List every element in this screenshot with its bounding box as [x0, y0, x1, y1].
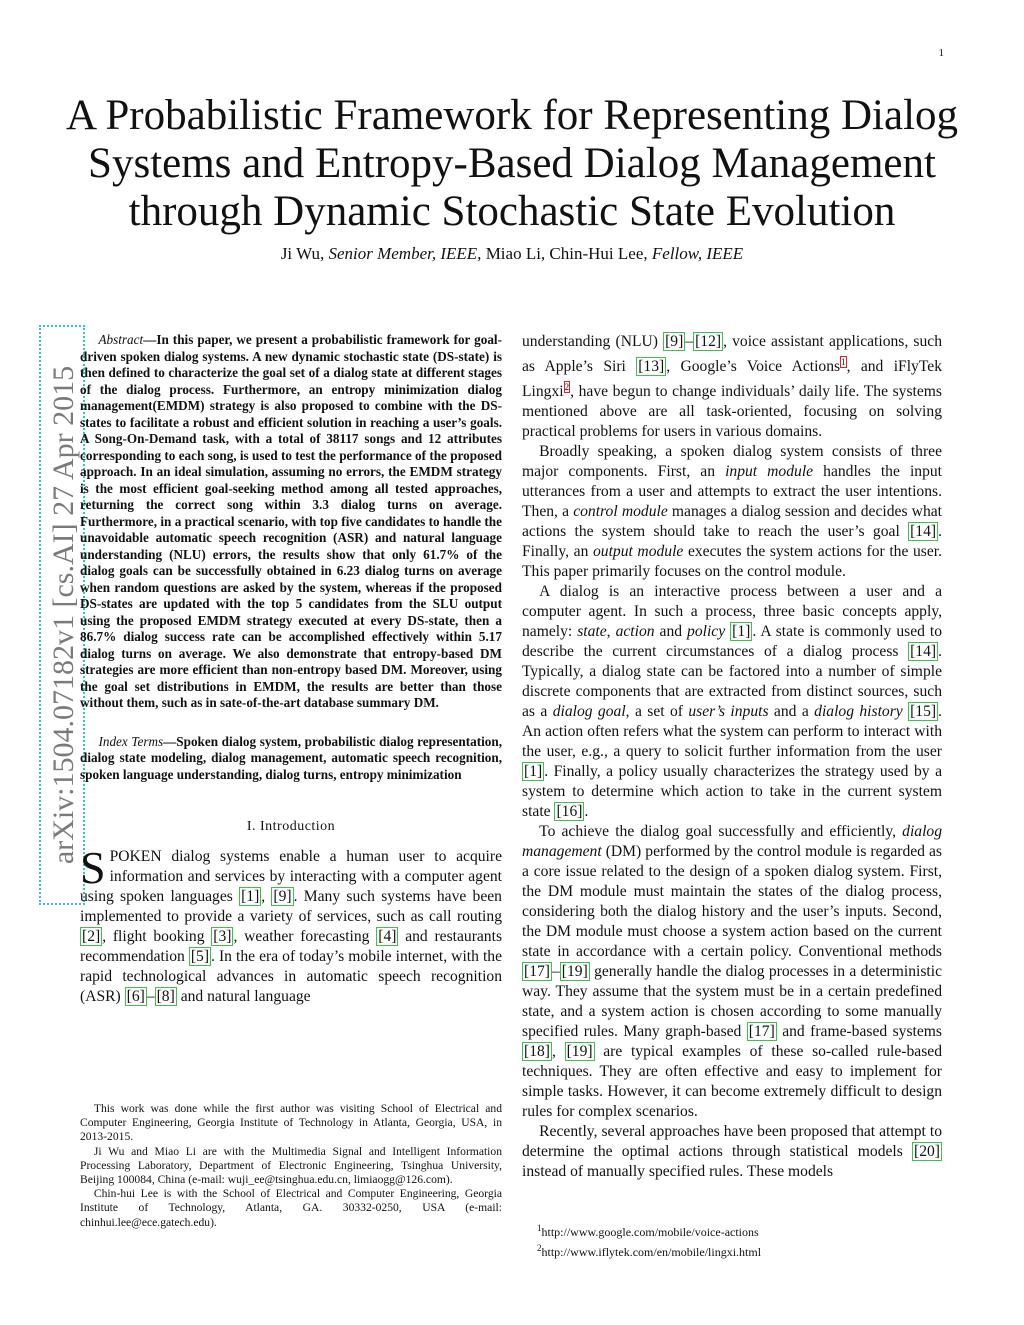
citation-link[interactable]: [6] — [126, 988, 145, 1005]
author-role: Fellow, IEEE — [651, 244, 744, 263]
citation-link[interactable]: [19] — [561, 963, 588, 981]
footnote-number: 2 — [537, 1243, 542, 1253]
emphasis: output module — [592, 543, 684, 561]
index-terms-text: —Spoken dialog system, probabilistic dialog representation, dialog state modeling, dialog management, automatic speech recognition, spoken language understanding, dialog turns, entropy minimization — [80, 733, 502, 782]
text-run: instead of manually specified rules. These models — [522, 1163, 834, 1181]
text-run: (DM) performed by the control module is regarded as a core issue related to the design of a spoken dialog system. First, the DM module must maintain the states of the dialog process, considering both the dialog history and the user’s inputs. Second, the DM module must choose a system action based on the current state in accordance with a certain policy. Conventional methods — [522, 843, 942, 961]
footnote — [537, 1240, 942, 1260]
citation-link[interactable]: [14] — [910, 523, 937, 541]
text-run: understanding (NLU) — [522, 333, 664, 350]
text-run: To achieve the dialog goal successfully and efficiently, — [539, 823, 903, 841]
text-run: and restaurants recommendation — [80, 928, 503, 965]
text-run: Broadly speaking, a spoken dialog system consists of three major components. First, an — [522, 443, 942, 481]
citation-link[interactable]: [18] — [524, 1043, 550, 1061]
text-run: , have begun to change individuals’ daily life. The systems mentioned above are all task-oriented, focusing on solving practical problems for users in various domains. — [522, 383, 942, 441]
left-column — [80, 332, 502, 1007]
text-run: – — [551, 963, 560, 981]
text-run: Recently, several approaches have been proposed that attempt to determine the optimal actions through statistical models — [522, 1123, 942, 1161]
author-name: Miao Li, Chin-Hui Lee, — [481, 244, 652, 263]
arxiv-stamp[interactable]: arXiv:1504.07182v1 [cs.AI] 27 Apr 2015 — [39, 325, 85, 905]
text-run: and natural language — [176, 988, 311, 1005]
left-footnotes — [80, 1102, 502, 1230]
title-line: through Dynamic Stochastic State Evolution — [128, 188, 896, 235]
emphasis: action — [615, 623, 655, 641]
abstract-label: Abstract — [98, 332, 144, 347]
emphasis: state — [577, 623, 607, 641]
text-run: and a — [768, 703, 815, 721]
citation-link[interactable]: [13] — [638, 358, 665, 376]
paper-title — [60, 92, 964, 236]
footnote-url[interactable]: http://www.iflytek.com/en/mobile/lingxi.html — [541, 1245, 762, 1259]
intro-paragraph — [80, 842, 503, 1007]
section-heading: I. Introduction — [246, 819, 336, 834]
citation-link[interactable]: [3] — [213, 928, 232, 945]
text-run: and frame-based systems — [776, 1023, 942, 1041]
author-name: Ji Wu, — [280, 244, 329, 263]
emphasis: dialog history — [814, 703, 903, 721]
paragraph — [522, 822, 942, 1122]
footnote-url[interactable]: http://www.google.com/mobile/voice-actions — [541, 1225, 759, 1239]
footnote — [537, 1220, 942, 1240]
text-run: are typical examples of these so-called rule-based techniques. They are often effective and easy to implement for simple tasks. However, it can become extremely difficult to design rules for complex scenarios. — [522, 1043, 942, 1121]
paragraph — [522, 332, 942, 442]
paragraph — [522, 582, 942, 822]
emphasis: user’s inputs — [688, 703, 769, 721]
text-run: . In the era of today’s mobile internet, with the rapid technological advances in automatic speech recognition (ASR) — [80, 948, 502, 1005]
citation-link[interactable]: [2] — [82, 928, 101, 945]
text-run: , a set of — [625, 703, 689, 721]
citation-link[interactable]: [8] — [156, 988, 175, 1005]
text-run: , and iFlyTek Lingxi — [522, 358, 942, 401]
citation-link[interactable]: [17] — [748, 1023, 775, 1041]
abstract-text: —In this paper, we present a probabilistic framework for goal-driven spoken dialog systems. A new dynamic stochastic state (DS-state) is then defined to characterize the goal set of a dialog state at different stages of the dialog process. Furthermore, an entropy minimization dialog management(EMDM) strategy is also proposed to combine with the DS-states to facilitate a robust and efficient solution in reaching a user’s goals. A Song-On-Demand task, with a total of 38117 songs and 12 attributes corresponding to each song, is used to test the performance of the proposed approach. In an ideal simulation, assuming no errors, the EMDM strategy is the most efficient goal-seeking method among all tested approaches, returning the correct song within 3.3 dialog turns on average. Furthermore, in a practical scenario, with top five candidates to handle the unavoidable automatic speech recognition (ASR) and natural language understanding (NLU) errors, the results show that only 61.7% of the dialog goals can be successfully obtained in 6.23 dialog turns on average when random questions are asked by the system, whereas if the proposed DS-states are updated with the top 5 candidates from the SLU output using the proposed EMDM strategy executed at every DS-state, then a 86.7% dialog success rate can be accomplished effectively within 5.17 dialog turns on average. We also demonstrate that entropy-based DM strategies are more efficient than non-entropy based DM. Moreover, using the goal set distributions in EMDM, the results are better than those without them, such as in sate-of-the-art database summary DM. — [80, 332, 502, 710]
text-run: handles the input utterances from a user and attempts to extract the user intentions. Then, a — [522, 463, 942, 521]
footnote: This work was done while the first author was visiting School of Electrical and Computer Engineering, Georgia Institute of Technology in Atlanta, Georgia, USA, in 2013-2015. — [80, 1102, 502, 1144]
emphasis: control module — [573, 503, 668, 521]
footnote-number: 1 — [537, 1223, 542, 1233]
index-terms-label: Index Terms — [98, 733, 164, 749]
title-line: Systems and Entropy-Based Dialog Management — [88, 140, 936, 187]
text-run: , — [261, 888, 272, 905]
text-run: . Finally, a policy usually characterizes the strategy used by a system to determine which action to take in the current system state — [522, 763, 942, 821]
footnote-link[interactable]: 1 — [841, 357, 846, 367]
drop-cap: S — [80, 842, 106, 893]
right-footnotes — [537, 1220, 942, 1260]
footnote: Ji Wu and Miao Li are with the Multimedia Signal and Intelligent Information Processing Laboratory, Department of Electronic Engineering, Tsinghua University, Beijing 100084, China (e-mail: wuji_ee@tsinghua.edu.cn, limiaogg@126.com). — [80, 1144, 502, 1187]
emphasis: dialog management — [522, 823, 942, 861]
text-run: , — [551, 1043, 565, 1061]
emphasis: input module — [725, 463, 814, 481]
paragraph — [522, 442, 942, 582]
footnote-link[interactable]: 2 — [564, 382, 570, 393]
citation-link[interactable]: [17] — [524, 963, 550, 981]
paragraph — [522, 1122, 942, 1182]
text-run: – — [146, 988, 155, 1005]
citation-link[interactable]: [14] — [910, 643, 937, 661]
citation-link[interactable]: [9] — [665, 333, 684, 350]
text-run: . A state is commonly used to describe the current circumstances of a dialog process — [522, 623, 943, 661]
text-run: . Typically, a dialog state can be factored into a number of simple discrete components that are extracted from distinct sources, such as a — [522, 643, 942, 721]
citation-link[interactable]: [15] — [910, 703, 937, 721]
text-run: generally handle the dialog processes in a deterministic way. They assume that the system must be in a certain predefined state, and a system action is chosen according to some manually specified rules. Many graph-based — [522, 963, 942, 1041]
citation-link[interactable]: [12] — [695, 333, 722, 350]
text-run: – — [685, 333, 694, 350]
citation-link[interactable]: [1] — [241, 888, 260, 905]
text-run: , — [606, 623, 616, 641]
text-run: . Many such systems have been implemented to provide a variety of services, such as call routing — [80, 888, 502, 925]
citation-link[interactable]: [19] — [566, 1043, 593, 1061]
text-run: . Finally, an — [522, 523, 942, 561]
citation-link[interactable]: [4] — [378, 928, 397, 945]
text-run: executes the system actions for the user. This paper primarily focuses on the control module. — [522, 543, 942, 581]
text-run: A dialog is an interactive process between a user and a computer agent. In such a process, three basic concepts apply, namely: — [522, 583, 942, 641]
text-run: , voice assistant applications, such as Apple’s Siri — [522, 333, 943, 376]
citation-link[interactable]: [1] — [732, 623, 751, 641]
text-run: and — [654, 623, 688, 641]
abstract — [80, 332, 502, 712]
arxiv-sidebar — [16, 325, 80, 905]
text-run: POKEN dialog systems enable a human user to acquire information and services by interacting with a computer agent using spoken languages — [80, 848, 502, 905]
right-column — [522, 332, 942, 1182]
citation-link[interactable]: [9] — [273, 888, 292, 905]
index-terms — [80, 734, 502, 784]
citation-link[interactable]: [5] — [190, 948, 210, 965]
citation-link[interactable]: [1] — [524, 763, 543, 781]
page-number: 1 — [938, 47, 944, 59]
text-run: , weather forecasting — [233, 928, 377, 945]
citation-link[interactable]: [20] — [914, 1143, 940, 1161]
author-line — [60, 244, 964, 264]
title-line: A Probabilistic Framework for Representing Dialog — [65, 92, 959, 139]
text-run: . — [584, 803, 589, 821]
text-run: , flight booking — [102, 928, 212, 945]
text-run: manages a dialog session and decides what actions the system should take to reach the user’s goal — [522, 503, 942, 541]
author-role: Senior Member, IEEE, — [328, 244, 482, 263]
footnote: Chin-hui Lee is with the School of Electrical and Computer Engineering, Georgia Institute of Technology, Atlanta, GA. 30332-0250, USA (e-mail: chinhui.lee@ece.gatech.edu). — [80, 1187, 502, 1229]
text-run: . An action often refers what the system can perform to interact with the user, e.g., a query to solicit further information from the user — [522, 703, 942, 761]
emphasis: dialog goal — [552, 703, 626, 721]
text-run: , Google’s Voice Actions — [666, 358, 841, 376]
emphasis: policy — [687, 623, 726, 641]
citation-link[interactable]: [16] — [556, 803, 583, 821]
